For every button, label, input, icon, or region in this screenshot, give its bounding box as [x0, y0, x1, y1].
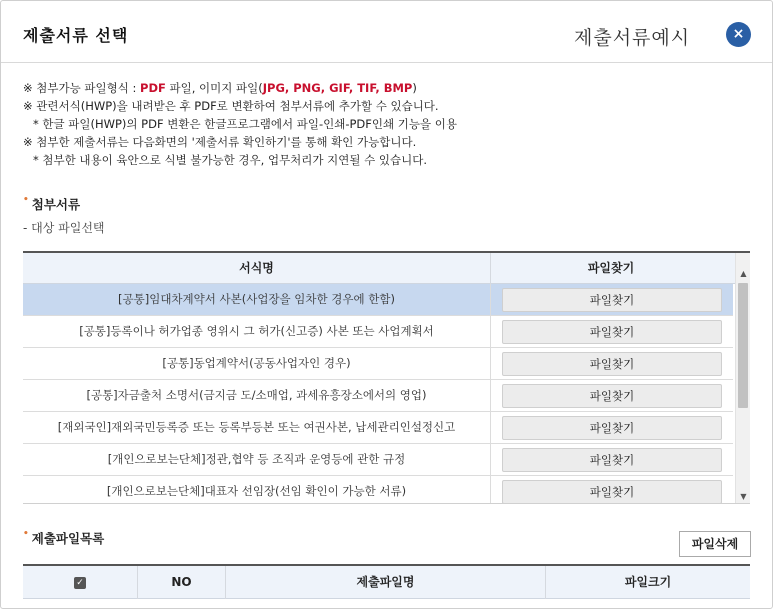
notice-box: [23, 79, 457, 169]
form-name-cell: [개인으로보는단체]정관,협약 등 조직과 운영등에 관한 규정: [23, 444, 491, 476]
submit-section-title: • 제출파일목록: [23, 529, 105, 546]
table-row[interactable]: [23, 348, 733, 380]
scroll-thumb[interactable]: [738, 283, 748, 408]
table-row[interactable]: [23, 412, 733, 444]
file-find-button[interactable]: 파일찾기: [502, 320, 722, 344]
attach-section-title: • 첨부서류: [23, 195, 81, 212]
column-header-file-name: 제출파일명: [226, 566, 546, 599]
scroll-down-arrow-icon[interactable]: ▼: [740, 492, 747, 501]
file-find-button[interactable]: 파일찾기: [502, 448, 722, 472]
notice-hwp-pdf-tip: * 한글 파일(HWP)의 PDF 변환은 한글프로그램에서 파일-인쇄-PDF인쇄 기능을 이용: [33, 117, 457, 131]
file-find-button[interactable]: 파일찾기: [502, 384, 722, 408]
attach-documents-table: [23, 251, 750, 504]
bullet-dot-icon: •: [23, 529, 29, 539]
form-name-cell: [공통]등록이나 허가업종 영위시 그 허가(신고증) 사본 또는 사업계획서: [23, 316, 491, 348]
attach-table-body: [23, 284, 733, 504]
notice-confirm: ※ 첨부한 제출서류는 다음화면의 '제출서류 확인하기'를 통해 확인 가능합니다.: [23, 135, 417, 149]
file-delete-button[interactable]: 파일삭제: [679, 531, 751, 557]
form-name-cell: [개인으로보는단체]대표자 선임장(선임 확인이 가능한 서류): [23, 476, 491, 504]
example-documents-link[interactable]: 제출서류예시: [574, 27, 691, 49]
file-find-button[interactable]: 파일찾기: [502, 288, 722, 312]
column-header-no: NO: [138, 566, 226, 599]
checkbox-icon[interactable]: ✓: [74, 577, 86, 589]
close-icon[interactable]: ×: [726, 22, 751, 47]
notice-delay-warning: * 첨부한 내용이 육안으로 식별 불가능한 경우, 업무처리가 지연될 수 있습니다.: [33, 153, 427, 167]
column-header-file-size: 파일크기: [624, 575, 672, 589]
notice-file-types: ※ 첨부가능 파일형식 : PDF 파일, 이미지 파일(JPG, PNG, GIF, TIF, BMP): [23, 81, 417, 95]
column-header-file-find: 파일찾기: [587, 261, 635, 275]
table-row[interactable]: [23, 444, 733, 476]
notice-hwp-convert: ※ 관련서식(HWP)을 내려받은 후 PDF로 변환하여 첨부서류에 추가할 수 있습니다.: [23, 99, 439, 113]
dialog-title: 제출서류 선택: [23, 26, 129, 45]
dialog-header: [1, 1, 772, 63]
file-find-button[interactable]: 파일찾기: [502, 416, 722, 440]
table-row[interactable]: [23, 316, 733, 348]
table-row[interactable]: [23, 284, 733, 316]
select-all-checkbox-cell[interactable]: [23, 566, 138, 599]
attach-table-header: [23, 253, 750, 284]
target-file-select-label: - 대상 파일선택: [23, 221, 105, 235]
form-name-cell: [공통]임대차계약서 사본(사업장을 임차한 경우에 한함): [23, 284, 491, 316]
form-name-cell: [공통]자금출처 소명서(금지금 도/소매업, 과세유흥장소에서의 영업): [23, 380, 491, 412]
form-name-cell: [공통]동업계약서(공동사업자인 경우): [23, 348, 491, 380]
submit-files-table-header: [23, 564, 750, 599]
form-name-cell: [재외국인]재외국민등록증 또는 등록부등본 또는 여권사본, 납세관리인설정신고: [23, 412, 491, 444]
bullet-dot-icon: •: [23, 195, 29, 205]
column-header-form-name: 서식명: [23, 253, 491, 284]
table-scrollbar[interactable]: [735, 253, 750, 504]
table-row[interactable]: [23, 476, 733, 504]
file-find-button[interactable]: 파일찾기: [502, 352, 722, 376]
scroll-up-arrow-icon[interactable]: ▲: [740, 269, 747, 278]
file-find-button[interactable]: 파일찾기: [502, 480, 722, 504]
table-row[interactable]: [23, 380, 733, 412]
